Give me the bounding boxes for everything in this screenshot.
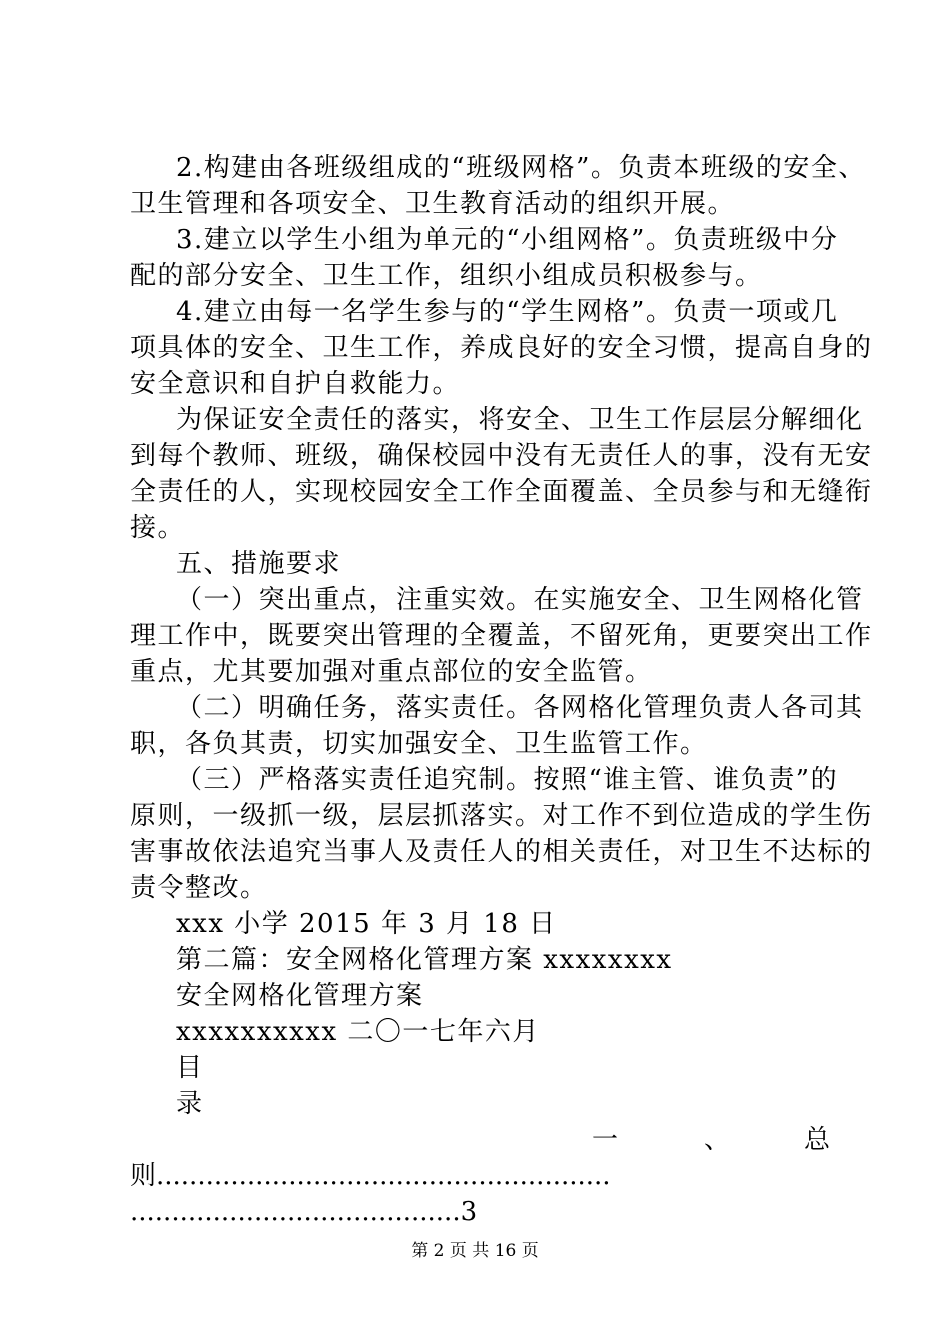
paragraph-line: 为保证安全责任的落实，将安全、卫生工作层层分解细化 xyxy=(176,405,864,435)
toc-char: 一 xyxy=(592,1125,619,1155)
toc-char: 总 xyxy=(804,1125,831,1155)
paragraph-line: 配的部分安全、卫生工作，组织小组成员积极参与。 xyxy=(130,261,763,291)
issuer-date-line: xxxxxxxxxx 二〇一七年六月 xyxy=(176,1017,540,1047)
page-footer: 第 2 页 共 16 页 xyxy=(411,1241,539,1261)
chapter-title: 第二篇：安全网格化管理方案 xxxxxxxx xyxy=(176,945,673,975)
section-heading: 五、措施要求 xyxy=(176,549,342,579)
toc-char: 、 xyxy=(704,1125,731,1155)
paragraph-line: 理工作中，既要突出管理的全覆盖，不留死角，更要突出工作 xyxy=(130,621,873,651)
toc-entry-1-head xyxy=(130,1122,830,1158)
toc-entry-1-leader: 则....................................................... xyxy=(130,1161,611,1191)
toc-heading-2: 录 xyxy=(176,1089,204,1119)
paragraph-line: 全责任的人，实现校园安全工作全面覆盖、全员参与和无缝衔 xyxy=(130,477,873,507)
paragraph-line: 重点，尤其要加强对重点部位的安全监管。 xyxy=(130,657,653,687)
paragraph-line: 2.构建由各班级组成的“班级网格”。负责本班级的安全、 xyxy=(176,153,866,183)
paragraph-line: 责令整改。 xyxy=(130,873,268,903)
toc-entry-1-page: ........................................3 xyxy=(130,1197,478,1227)
paragraph-line: 安全意识和自护自救能力。 xyxy=(130,369,461,399)
paragraph-line: 职，各负其责，切实加强安全、卫生监管工作。 xyxy=(130,729,708,759)
paragraph-line: 害事故依法追究当事人及责任人的相关责任，对卫生不达标的 xyxy=(130,837,873,867)
paragraph-line: 3.建立以学生小组为单元的“小组网格”。负责班级中分 xyxy=(176,225,839,255)
date-line: xxx 小学 2015 年 3 月 18 日 xyxy=(176,909,557,939)
paragraph-line: （三）严格落实责任追究制。按照“谁主管、谁负责”的 xyxy=(176,765,839,795)
paragraph-line: （一）突出重点，注重实效。在实施安全、卫生网格化管 xyxy=(176,585,864,615)
paragraph-line: 接。 xyxy=(130,513,186,543)
paragraph-line: （二）明确任务，落实责任。各网格化管理负责人各司其 xyxy=(176,693,864,723)
paragraph-line: 项具体的安全、卫生工作，养成良好的安全习惯，提高自身的 xyxy=(130,333,873,363)
paragraph-line: 到每个教师、班级，确保校园中没有无责任人的事，没有无安 xyxy=(130,441,873,471)
paragraph-line: 卫生管理和各项安全、卫生教育活动的组织开展。 xyxy=(130,189,736,219)
document-title: 安全网格化管理方案 xyxy=(176,981,424,1011)
toc-heading-1: 目 xyxy=(176,1053,204,1083)
paragraph-line: 4.建立由每一名学生参与的“学生网格”。负责一项或几 xyxy=(176,297,839,327)
paragraph-line: 原则，一级抓一级，层层抓落实。对工作不到位造成的学生伤 xyxy=(130,801,873,831)
